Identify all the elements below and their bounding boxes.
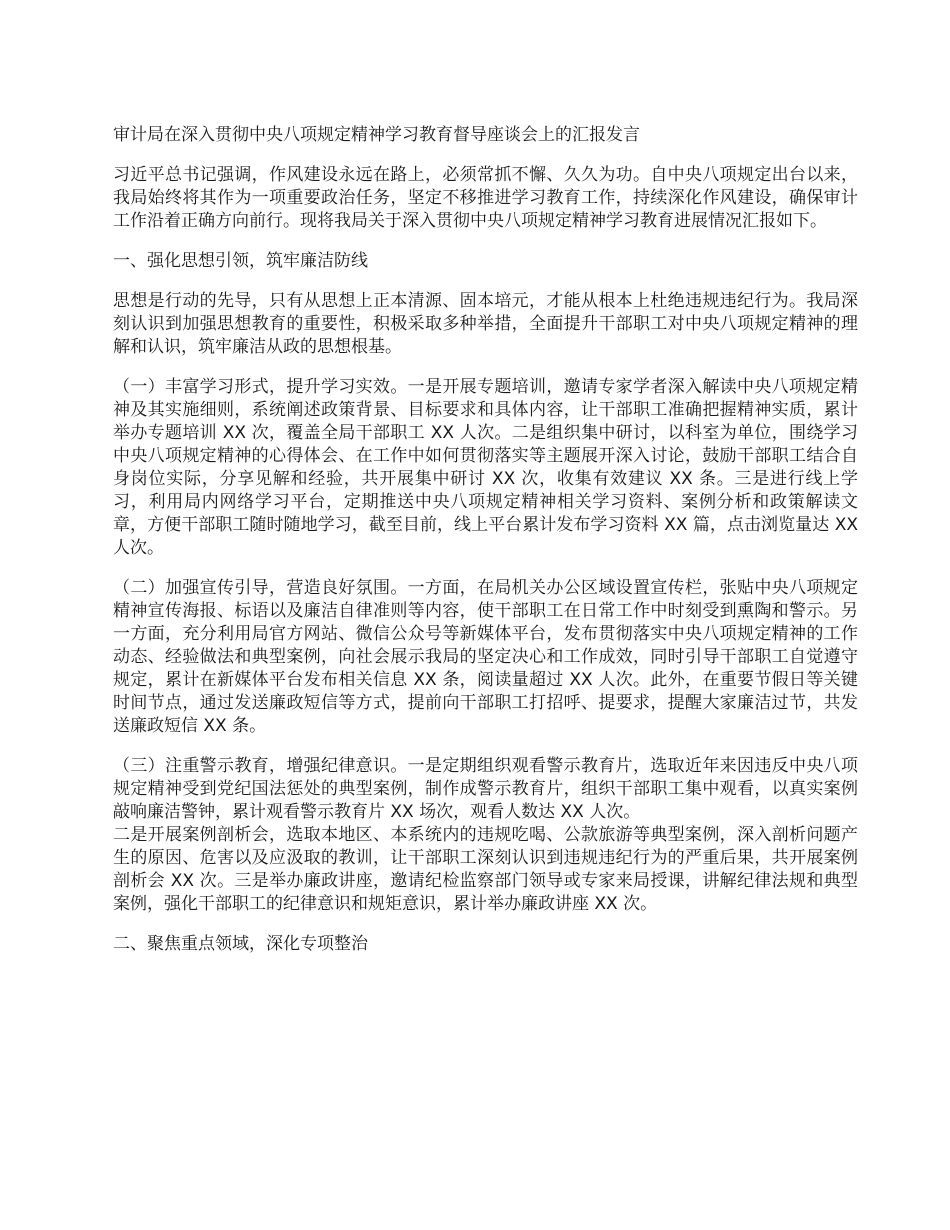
section-heading-2: 二、聚焦重点领域，深化专项整治 xyxy=(113,934,368,954)
intro-paragraph: 习近平总书记强调，作风建设永远在路上，必须常抓不懈、久久为功。自中央八项规定出台以来，我局始终将其作为一项重要政治任务，坚定不移推进学习教育工作，持续深化作风建设，确保审计工作沿着正确方向前行。现将我局关于深入贯彻中央八项规定精神学习教育进展情况汇报如下。 xyxy=(113,165,858,231)
subsection-3-part-2: 二是开展案例剖析会，选取本地区、本系统内的违规吃喝、公款旅游等典型案例，深入剖析问题产生的原因、危害以及应汲取的教训，让干部职工深刻认识到违规违纪行为的严重后果，共开展案例剖析会 XX 次。三是举办廉政讲座，邀请纪检监察部门领导或专家来局授课，讲解纪律法规和典型案例，强化干部职工的纪律意识和规矩意识，累计举办廉政讲座 XX 次。 xyxy=(113,825,858,914)
subsection-2-paragraph: （二）加强宣传引导，营造良好氛围。一方面，在局机关办公区域设置宣传栏，张贴中央八项规定精神宣传海报、标语以及廉洁自律准则等内容，使干部职工在日常工作中时刻受到熏陶和警示。另一方面，充分利用局官方网站、微信公众号等新媒体平台，发布贯彻落实中央八项规定精神的工作动态、经验做法和典型案例，向社会展示我局的坚定决心和工作成效，同时引导干部职工自觉遵守规定，累计在新媒体平台发布相关信息 XX 条，阅读量超过 XX 人次。此外，在重要节假日等关键时间节点，通过发送廉政短信等方式，提前向干部职工打招呼、提要求，提醒大家廉洁过节，共发送廉政短信 XX 条。 xyxy=(113,578,858,736)
document-title: 审计局在深入贯彻中央八项规定精神学习教育督导座谈会上的汇报发言 xyxy=(113,125,640,145)
section-1-intro-paragraph: 思想是行动的先导，只有从思想上正本清源、固本培元，才能从根本上杜绝违规违纪行为。我局深刻认识到加强思想教育的重要性，积极采取多种举措，全面提升干部职工对中央八项规定精神的理解和认识，筑牢廉洁从政的思想根基。 xyxy=(113,291,858,357)
section-heading-1: 一、强化思想引领，筑牢廉洁防线 xyxy=(113,251,368,271)
document-page xyxy=(113,124,858,973)
subsection-3-part-1: （三）注重警示教育，增强纪律意识。一是定期组织观看警示教育片，选取近年来因违反中央八项规定精神受到党纪国法惩处的典型案例，制作成警示教育片，组织干部职工集中观看，以真实案例敲响廉洁警钟，累计观看警示教育片 XX 场次，观看人数达 XX 人次。 xyxy=(113,756,858,822)
subsection-3-paragraph xyxy=(113,755,858,916)
subsection-1-paragraph: （一）丰富学习形式，提升学习实效。一是开展专题培训，邀请专家学者深入解读中央八项规定精神及其实施细则，系统阐述政策背景、目标要求和具体内容，让干部职工准确把握精神实质，累计举办专题培训 XX 次，覆盖全局干部职工 XX 人次。二是组织集中研讨，以科室为单位，围绕学习中央八项规定精神的心得体会、在工作中如何贯彻落实等主题展开深入讨论，鼓励干部职工结合自身岗位实际，分享见解和经验，共开展集中研讨 XX 次，收集有效建议 XX 条。三是进行线上学习，利用局内网络学习平台，定期推送中央八项规定精神相关学习资料、案例分析和政策解读文章，方便干部职工随时随地学习，截至目前，线上平台累计发布学习资料 XX 篇，点击浏览量达 XX 人次。 xyxy=(113,377,858,558)
